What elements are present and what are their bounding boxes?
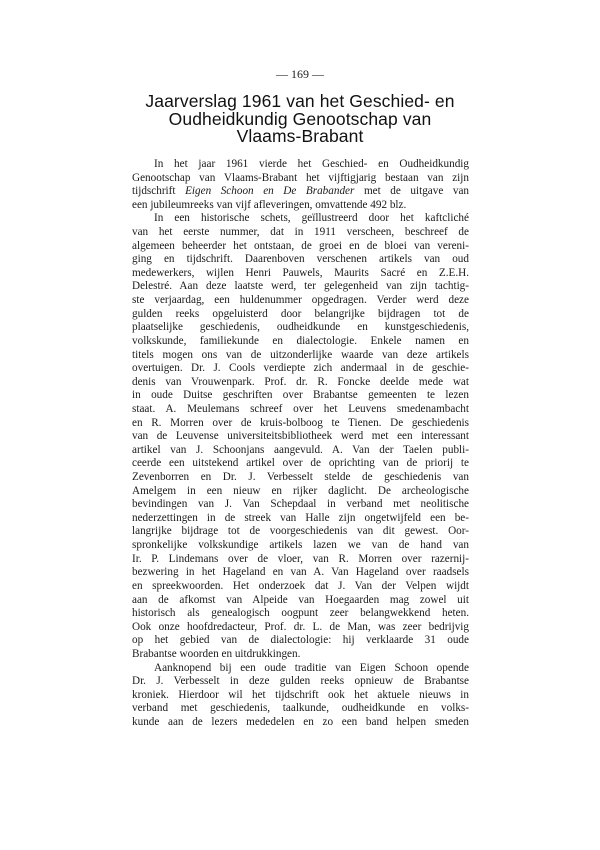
- text-line: Ook onze hoofdredacteur, Prof. dr. L. de Man, was zeer bedrijvig: [132, 620, 469, 633]
- text-line: van de Leuvense universiteitsbibliotheek werd met een interessant: [132, 430, 469, 443]
- text-fragment: met de uitgave van: [363, 185, 469, 198]
- text-line: aan de afkomst van Alpeide van Hoegaarden mag zowel uit: [132, 593, 469, 606]
- text-line: gulden reeks opgeluisterd door belangrijke bijdragen tot de: [132, 307, 469, 320]
- text-line: Delestré. Aan deze laatste werd, ter gelegenheid van zijn tachtig-: [132, 280, 469, 293]
- text-line: Ir. P. Lindemans over de vloer, van R. Morren over razernij-: [132, 552, 469, 565]
- text-line: Aanknopend bij een oude traditie van Eigen Schoon opende: [154, 661, 469, 674]
- text-line: artikel van J. Schoonjans aangevuld. A. Van der Taelen publi-: [132, 443, 469, 456]
- text-line: een jubileumreeks van vijf afleveringen, omvattende 492 blz.: [132, 198, 407, 211]
- text-line: bezwering in het Hageland en van A. Van Hageland over raadsels: [132, 566, 469, 579]
- text-fragment: tijdschrift: [132, 185, 176, 198]
- text-line: staat. A. Meulemans schreef over het Leuvens smedenambacht: [132, 402, 469, 415]
- text-line: In een historische schets, geïllustreerd door het kaftcliché: [154, 212, 469, 225]
- text-line: kroniek. Hierdoor wil het tijdschrift ook het aktuele nieuws in: [132, 688, 469, 701]
- article-body: [132, 158, 469, 730]
- text-line: en spreekwoorden. Het onderzoek dat J. Van der Velpen wijdt: [132, 579, 469, 592]
- text-line: medewerkers, wijlen Henri Pauwels, Maurits Sacré en Z.E.H.: [132, 266, 469, 279]
- text-line: en R. Morren over de kruis-bolboog te Tienen. De geschiedenis: [132, 416, 469, 429]
- text-line: ceerde een uitstekend artikel over de oprichting van de priorij te: [132, 457, 469, 470]
- text-line: titels mogen ons van de uitzonderlijke waarde van deze artikels: [132, 348, 469, 361]
- text-line: volkskunde, familiekunde en dialectologie. Enkele namen en: [132, 334, 469, 347]
- text-line: spronkelijke volkskundige artikels lazen we van de hand van: [132, 539, 469, 552]
- text-line: langrijke bijdrage tot de voorgeschiedenis van dit gewest. Oor-: [132, 525, 469, 538]
- text-line: plaatselijke geschiedenis, oudheidkunde en kunstgeschiedenis,: [132, 321, 469, 334]
- text-line: van het eerste nummer, dat in 1911 verscheen, beschreef de: [132, 226, 469, 239]
- text-line: overtuigen. Dr. J. Cools verdiepte zich andermaal in de geschie-: [132, 362, 469, 375]
- text-line: Brabantse woorden en uitdrukkingen.: [132, 647, 301, 660]
- text-line: denis van Vrouwenpark. Prof. dr. R. Foncke deelde mede wat: [132, 375, 469, 388]
- text-line: Zevenborren en Dr. J. Verbesselt stelde de geschiedenis van: [132, 471, 469, 484]
- title-line: Jaarverslag 1961 van het Geschied- en: [145, 91, 455, 111]
- text-line: nederzettingen in de streek van Halle zijn ongetwijfeld een be-: [132, 511, 469, 524]
- text-line: op het gebied van de dialectologie: hij verklaarde 31 oude: [132, 634, 469, 647]
- text-line: ste verjaardag, een huldenummer opgedragen. Verder werd deze: [132, 294, 469, 307]
- text-line: historisch als genealogisch oogpunt zeer belangwekkend heten.: [132, 607, 469, 620]
- text-line: kunde aan de lezers mededelen en zo een band helpen smeden: [132, 715, 469, 728]
- text-line: algemeen beheerder het ontstaan, de groei en de bloei van vereni-: [132, 239, 469, 252]
- text-line: verband met geschiedenis, taalkunde, oudheidkunde en volks-: [132, 702, 469, 715]
- text-line: [132, 185, 469, 199]
- text-line: ging en tijdschrift. Daarenboven verschenen artikels van oud: [132, 253, 469, 266]
- text-line: bevindingen van J. Van Schepdaal in verband met neolitische: [132, 498, 469, 511]
- journal-title: Eigen Schoon en De Brabander: [185, 185, 355, 198]
- text-line: Dr. J. Verbesselt in deze gulden reeks opnieuw de Brabantse: [132, 675, 469, 688]
- text-line: Genootschap van Vlaams-Brabant het vijftigjarig bestaan van zijn: [132, 171, 469, 184]
- text-line: in oude Duitse geschriften over Brabantse gemeenten te lezen: [132, 389, 469, 402]
- article-title: [120, 93, 480, 146]
- page-number: — 169 —: [276, 67, 324, 81]
- text-line: In het jaar 1961 vierde het Geschied- en Oudheidkundig: [154, 158, 469, 170]
- text-line: Amelgem in een nieuw en rijker daglicht. De archeologische: [132, 484, 469, 497]
- title-line: Vlaams-Brabant: [236, 126, 364, 146]
- title-line: Oudheidkundig Genootschap van: [168, 108, 432, 129]
